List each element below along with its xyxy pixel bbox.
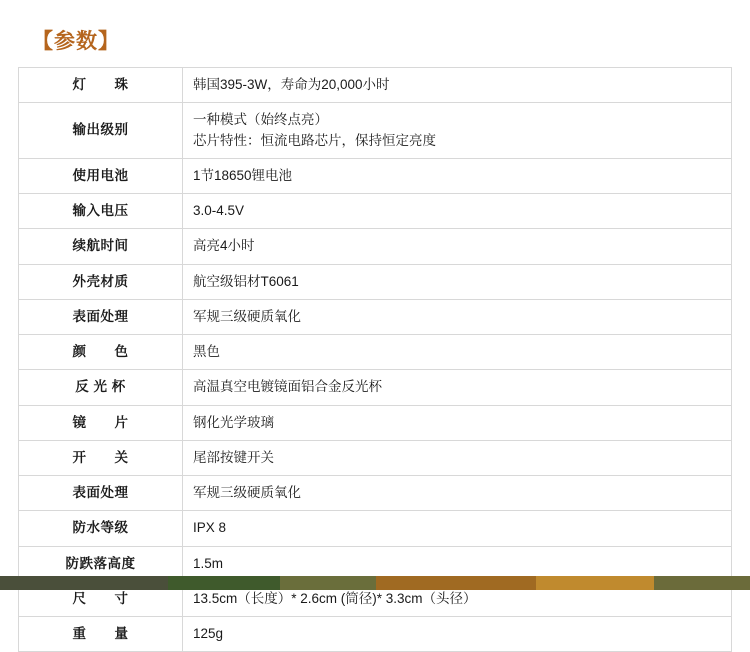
value-line: 3.0-4.5V	[193, 203, 245, 219]
table-row	[19, 229, 732, 264]
bottom-bar-segment	[0, 576, 168, 590]
row-value	[183, 440, 732, 475]
row-value	[183, 68, 732, 103]
row-label: 外壳材质	[19, 264, 183, 299]
row-label: 尺 寸	[19, 581, 183, 616]
bottom-bar-segment	[536, 576, 654, 590]
value-line: 一种模式（始终点亮）	[193, 112, 328, 128]
row-label: 表面处理	[19, 299, 183, 334]
table-row	[19, 617, 732, 652]
row-value	[183, 158, 732, 193]
table-row	[19, 370, 732, 405]
value-line: 1节18650锂电池	[193, 167, 293, 183]
specification-table	[18, 67, 732, 652]
row-label: 灯 珠	[19, 68, 183, 103]
row-value	[183, 103, 732, 159]
row-value	[183, 405, 732, 440]
table-row	[19, 405, 732, 440]
value-line: 黑色	[193, 344, 220, 360]
table-row	[19, 335, 732, 370]
row-value	[183, 370, 732, 405]
bottom-bar-segment	[280, 576, 376, 590]
table-row	[19, 68, 732, 103]
row-label: 表面处理	[19, 476, 183, 511]
table-row	[19, 299, 732, 334]
table-row	[19, 440, 732, 475]
row-value	[183, 476, 732, 511]
value-line: 航空级铝材T6061	[193, 273, 299, 289]
row-value	[183, 264, 732, 299]
row-value	[183, 194, 732, 229]
value-line: 1.5m	[193, 555, 224, 571]
row-value	[183, 617, 732, 652]
row-label: 颜 色	[19, 335, 183, 370]
row-label: 使用电池	[19, 158, 183, 193]
value-line: 军规三级硬质氧化	[193, 308, 301, 324]
table-row	[19, 264, 732, 299]
row-label: 镜 片	[19, 405, 183, 440]
value-line: 高亮4小时	[193, 238, 255, 254]
value-line: 高温真空电镀镜面铝合金反光杯	[193, 379, 382, 395]
row-label: 防水等级	[19, 511, 183, 546]
table-row	[19, 194, 732, 229]
value-line: 13.5cm（长度）* 2.6cm (筒径)* 3.3cm（头径）	[193, 590, 477, 606]
bottom-color-bar	[0, 576, 750, 590]
table-row	[19, 103, 732, 159]
value-line: 韩国395-3W，寿命为20,000小时	[193, 77, 390, 93]
row-value	[183, 229, 732, 264]
row-value	[183, 335, 732, 370]
value-line: 125g	[193, 626, 224, 642]
bottom-bar-segment	[654, 576, 750, 590]
page-title: 【参数】	[32, 30, 120, 53]
value-line: 军规三级硬质氧化	[193, 485, 301, 501]
row-label: 输入电压	[19, 194, 183, 229]
row-value	[183, 511, 732, 546]
value-line: 芯片特性：恒流电路芯片，保持恒定亮度	[193, 132, 436, 148]
value-line: IPX 8	[193, 520, 227, 536]
bottom-bar-segment	[376, 576, 536, 590]
row-label: 续航时间	[19, 229, 183, 264]
row-label: 开 关	[19, 440, 183, 475]
row-label: 重 量	[19, 617, 183, 652]
table-row	[19, 511, 732, 546]
table-row	[19, 476, 732, 511]
bottom-bar-segment	[168, 576, 280, 590]
table-row	[19, 158, 732, 193]
table-body	[19, 68, 732, 652]
value-line: 钢化光学玻璃	[193, 414, 274, 430]
row-value	[183, 299, 732, 334]
row-label: 防跌落高度	[19, 546, 183, 581]
value-line: 尾部按键开关	[193, 449, 274, 465]
row-label: 输出级别	[19, 103, 183, 159]
row-label: 反 光 杯	[19, 370, 183, 405]
